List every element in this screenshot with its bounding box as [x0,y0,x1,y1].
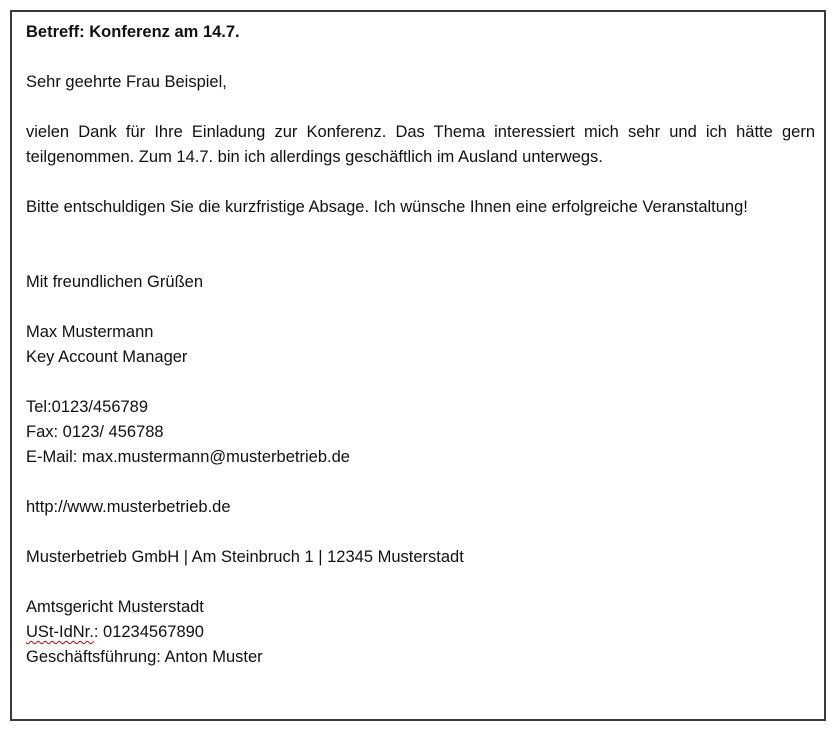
contact-web: http://www.musterbetrieb.de [26,498,231,516]
sender-name: Max Mustermann [26,323,154,341]
letter-box [10,10,826,721]
company-address: Musterbetrieb GmbH | Am Steinbruch 1 | 12345 Musterstadt [26,548,464,566]
paragraph-thanks: vielen Dank für Ihre Einladung zur Konferenz. Das Thema interessiert mich sehr und ich hätte gern teilgenommen. Zum 14.7. bin ich allerdings geschäftlich im Ausland unterwegs. [26,123,815,166]
salutation: Sehr geehrte Frau Beispiel, [26,73,227,91]
vat-value: : 01234567890 [93,623,204,641]
company-vat [26,620,815,645]
sender-title: Key Account Manager [26,348,188,366]
closing: Mit freundlichen Grüßen [26,273,203,291]
company-management: Geschäftsführung: Anton Muster [26,648,263,666]
letter-content [26,20,815,670]
subject-line: Betreff: Konferenz am 14.7. [26,23,240,41]
contact-email: E-Mail: max.mustermann@musterbetrieb.de [26,448,350,466]
contact-tel: Tel:0123/456789 [26,398,149,416]
paragraph-apology: Bitte entschuldigen Sie die kurzfristige Absage. Ich wünsche Ihnen eine erfolgreiche Veranstaltung! [26,198,748,216]
vat-label: USt-IdNr. [26,623,94,641]
company-court: Amtsgericht Musterstadt [26,598,204,616]
contact-fax: Fax: 0123/ 456788 [26,423,164,441]
